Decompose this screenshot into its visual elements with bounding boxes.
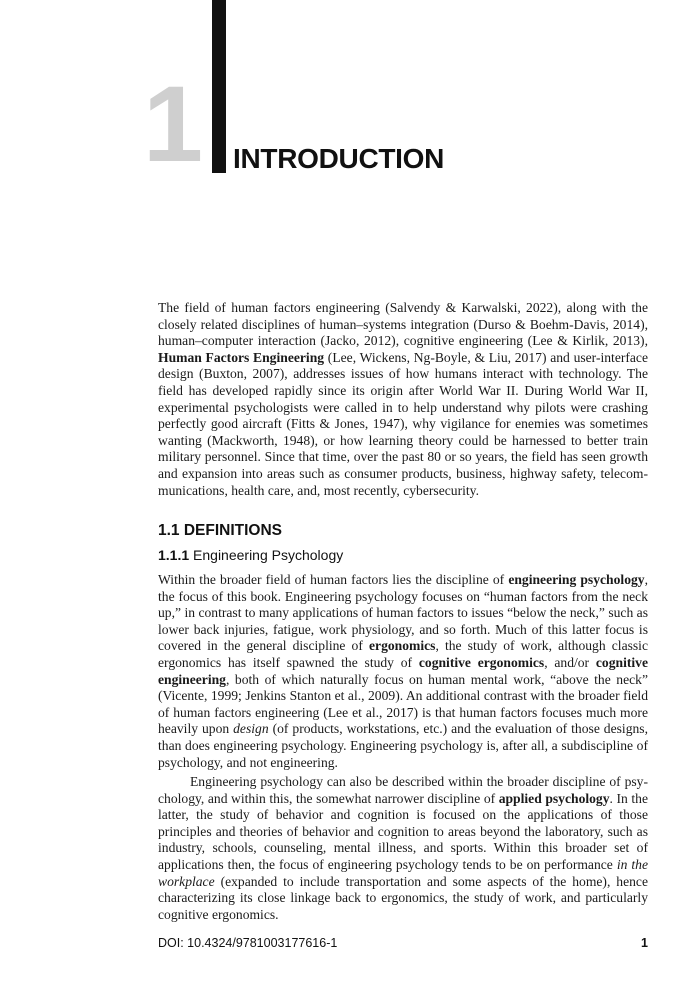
chapter-number: 1 — [143, 63, 202, 184]
section-heading: 1.1 DEFINITIONS — [158, 522, 283, 539]
text-run: , the study of work, although classic ergonomics has itself spawned the study of — [158, 638, 648, 670]
text-run: (of products, workstations, etc.) and the evaluation of those designs, than does engineering psychology. Engineering psychology is, after all, a subdiscipline of psychology, and not engineering. — [158, 721, 648, 770]
bold-term: ergonomics — [369, 638, 436, 654]
doi-text: DOI: 10.4324/9781003177616-1 — [158, 936, 338, 950]
text-run: , and/or — [544, 654, 596, 670]
text-run: , the focus of this book. Engineering psychology focuses on “human factors from the neck up,” in contrast to many applications of human factors to issues “below the neck,” such as lower back injuries, fatigue, work physiology, and so forth. Much of this latter focus is covered in the general discipline of — [158, 572, 648, 654]
definitions-paragraph-2 — [158, 774, 648, 923]
subsection-heading — [158, 547, 343, 564]
intro-paragraph — [158, 300, 648, 499]
bold-term: applied psychology — [498, 790, 610, 806]
text-run: The field of human factors engineering (Salvendy & Karwalski, 2022), along with the closely related disciplines of human–systems integration (Durso & Boehm-Davis, 2014), human–computer interaction (Jacko, 2012), cognitive engineering (Lee & Kirlik, 2013), — [158, 300, 648, 349]
subsection-title: Engineering Psychology — [189, 547, 344, 563]
chapter-title: INTRODUCTION — [233, 143, 445, 174]
text-run: (expanded to include transportation and some aspects of the home), hence characterizing its close linkage back to ergonomics, the study of work, and particularly cognitive ergonomics. — [158, 873, 648, 922]
bold-term: cognitive engineering — [158, 654, 648, 687]
bold-term: engineering psychology — [508, 572, 645, 587]
definitions-paragraph-1 — [158, 572, 648, 771]
subsection-number: 1.1.1 — [158, 547, 190, 563]
text-run: Within the broader field of human factors lies the discipline of — [158, 572, 509, 587]
page-footer — [158, 936, 648, 950]
text-run: (Lee, Wickens, Ng-Boyle, & Liu, 2017) and user-interface design (Buxton, 2007), addresses issues of how humans interact with technology. The field has developed rapidly since its origin after World War II. During World War II, experimental psychologists were called in to help understand why pilots were crashing perfectly good aircraft (Fitts & Jones, 1947), why vigilance for enemies was sometimes wanting (Mackworth, 1948), or how learning theory could be harnessed to better train military personnel. Since that time, over the past 80 or so years, the field has seen growth and expansion into areas such as consumer products, business, highway safety, telecommunications, health care, and, most recently, cybersecurity. — [158, 349, 649, 498]
bold-term: Human Factors Engineering — [158, 349, 325, 365]
text-run: . In the latter, the study of behavior and cognition is focused on the applications of those principles and theories of behavior and cognition to areas beyond the laboratory, such as industry, schools, counseling, mental illness, and sports. Within this broader set of applications then, the focus of engineering psychology tends to be on performance — [158, 790, 648, 872]
italic-term: design — [233, 721, 269, 737]
text-run: Engineering psychology can also be described within the broader discipline of psychology, and within this, the somewhat narrower discipline of — [158, 774, 648, 806]
page-number: 1 — [641, 936, 648, 950]
italic-term: in the workplace — [158, 856, 648, 889]
text-run: , both of which naturally focus on human mental work, “above the neck” (Vicente, 1999; Jenkins Stanton et al., 2009). An additional contrast with the broader field of human factors engineering (Lee et al., 2017) is that human factors focuses much more heavily upon — [158, 671, 648, 737]
chapter-bar-decoration — [212, 0, 226, 173]
bold-term: cognitive ergonomics — [418, 654, 545, 670]
